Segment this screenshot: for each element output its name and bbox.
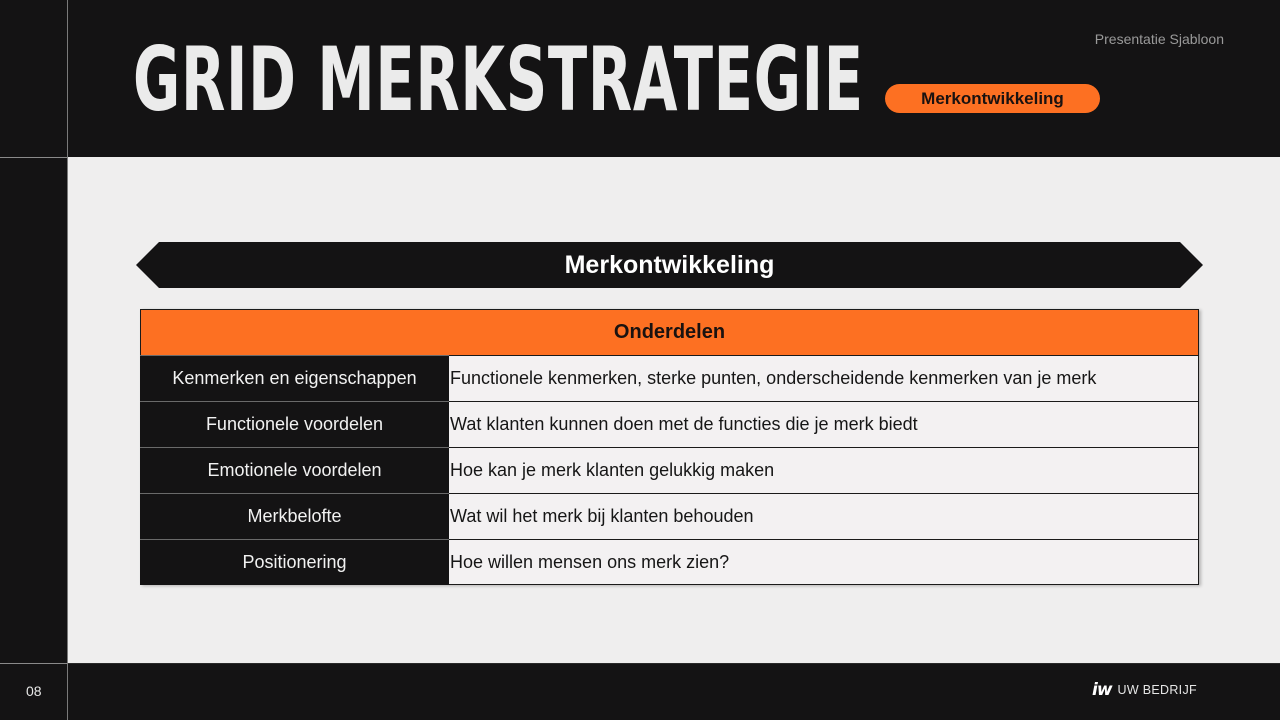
- company-name: UW BEDRIJF: [1117, 683, 1197, 697]
- company-logo-icon: iw: [1092, 680, 1112, 700]
- row-description: Hoe kan je merk klanten gelukkig maken: [449, 447, 1199, 493]
- row-description: Functionele kenmerken, sterke punten, onderscheidende kenmerken van je merk: [449, 355, 1199, 401]
- row-label: Positionering: [140, 539, 449, 585]
- sidebar-divider-vertical: [67, 0, 68, 720]
- row-label: Kenmerken en eigenschappen: [140, 355, 449, 401]
- row-description: Hoe willen mensen ons merk zien?: [449, 539, 1199, 585]
- row-label: Emotionele voordelen: [140, 447, 449, 493]
- page-number: 08: [26, 683, 42, 699]
- brand-components-table: [140, 309, 1199, 585]
- table-row: [140, 447, 1199, 493]
- footer-divider: [68, 663, 1280, 664]
- section-banner: [136, 242, 1203, 288]
- banner-title: Merkontwikkeling: [564, 250, 775, 279]
- table-row: [140, 539, 1199, 585]
- row-label: Merkbelofte: [140, 493, 449, 539]
- slide-title: GRID MERKSTRATEGIE: [133, 28, 864, 131]
- table-header: Onderdelen: [140, 309, 1199, 355]
- table-row: [140, 493, 1199, 539]
- template-label: Presentatie Sjabloon: [1094, 31, 1224, 47]
- table-row: [140, 401, 1199, 447]
- table-row: [140, 355, 1199, 401]
- sidebar-divider-bottom: [0, 663, 67, 664]
- row-description: Wat klanten kunnen doen met de functies die je merk biedt: [449, 401, 1199, 447]
- sidebar-divider-top: [0, 157, 67, 158]
- section-pill: Merkontwikkeling: [885, 84, 1100, 113]
- row-description: Wat wil het merk bij klanten behouden: [449, 493, 1199, 539]
- company-branding: [1092, 682, 1197, 698]
- row-label: Functionele voordelen: [140, 401, 449, 447]
